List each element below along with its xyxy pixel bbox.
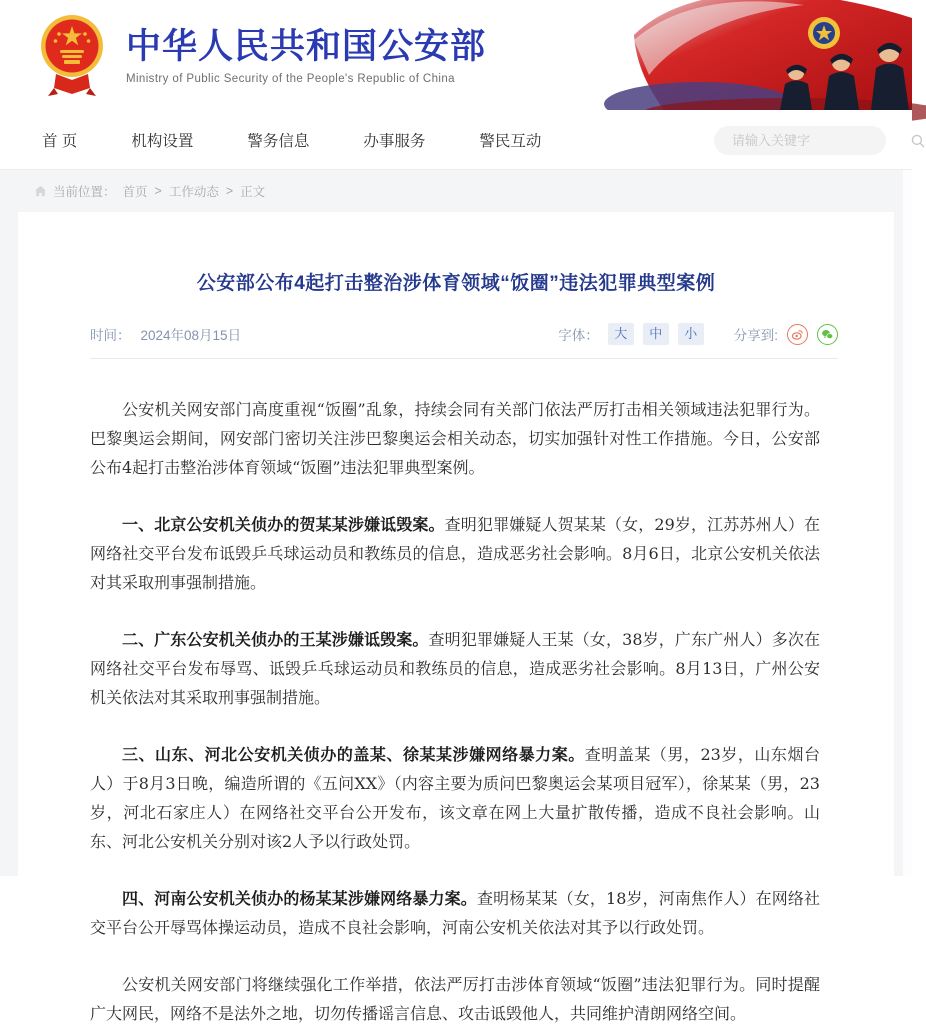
main-content: [0, 212, 912, 1023]
home-icon: [34, 185, 47, 198]
article-title: 公安部公布4起打击整治涉体育领域“饭圈”违法犯罪典型案例: [196, 273, 716, 294]
nav-item-services[interactable]: 办事服务: [363, 132, 426, 150]
nav-item-interaction[interactable]: 警民互动: [479, 132, 542, 150]
scrollbar-track[interactable]: [903, 170, 912, 876]
article-body: [18, 359, 894, 1028]
font-size-medium-button[interactable]: 中: [643, 323, 669, 345]
paragraph-closing: 公安机关网安部门将继续强化工作举措，依法严厉打击涉体育领域“饭圈”违法犯罪行为。同时提醒广大网民，网络不是法外之地，切勿传播谣言信息、攻击诋毁他人，共同维护清朗网络空间。: [90, 975, 820, 1023]
font-label: 字体：: [558, 328, 599, 343]
paragraph-intro: 公安机关网安部门高度重视“饭圈”乱象，持续会同有关部门依法严厉打击相关领域违法犯罪行为。巴黎奥运会期间，网安部门密切关注涉巴黎奥运会相关动态，切实加强针对性工作措施。今日，公安部公布4起打击整治涉体育领域“饭圈”违法犯罪典型案例。: [90, 400, 820, 477]
time-label: 时间：: [90, 328, 131, 343]
nav-item-police-info[interactable]: 警务信息: [247, 132, 310, 150]
breadcrumb-label: 当前位置：: [53, 185, 116, 199]
national-emblem-icon: [36, 12, 108, 100]
site-titles: [126, 27, 486, 85]
breadcrumb-work-news[interactable]: 工作动态: [168, 185, 219, 199]
wechat-share-icon[interactable]: [817, 324, 838, 345]
paragraph-case-1: 一、北京公安机关侦办的贺某某涉嫌诋毁案。查明犯罪嫌疑人贺某某（女，29岁，江苏苏州人）在网络社交平台发布诋毁乒乓球运动员和教练员的信息，造成恶劣社会影响。8月6日，北京公安机关依法对其采取刑事强制措施。: [90, 515, 820, 592]
site-logo[interactable]: [36, 12, 486, 100]
search-input[interactable]: [730, 132, 910, 149]
font-size-large-button[interactable]: 大: [608, 323, 634, 345]
nav-item-org[interactable]: 机构设置: [131, 132, 194, 150]
breadcrumb-separator: >: [225, 184, 234, 198]
nav-item-home[interactable]: 首 页: [42, 132, 78, 150]
publish-date: 2024年08月15日: [140, 328, 242, 343]
site-header: [0, 0, 912, 110]
share-control: [734, 324, 838, 345]
breadcrumb-current: 正文: [240, 185, 266, 199]
paragraph-case-4: 四、河南公安机关侦办的杨某某涉嫌网络暴力案。查明杨某某（女，18岁，河南焦作人）在网络社交平台公开辱骂体操运动员，造成不良社会影响，河南公安机关依法对其予以行政处罚。: [90, 889, 820, 937]
site-title: 中华人民共和国公安部: [126, 26, 487, 66]
search-box[interactable]: [714, 126, 886, 155]
font-size-control: [558, 323, 704, 345]
font-size-small-button[interactable]: 小: [678, 323, 704, 345]
paragraph-case-2: 二、广东公安机关侦办的王某涉嫌诋毁案。查明犯罪嫌疑人王某（女，38岁，广东广州人）多次在网络社交平台发布辱骂、诋毁乒乓球运动员和教练员的信息，造成恶劣社会影响。8月13日，广州公安机关依法对其采取刑事强制措施。: [90, 630, 820, 707]
site-subtitle: Ministry of Public Security of the People's Republic of China: [126, 73, 455, 86]
breadcrumb-home[interactable]: 首页: [122, 185, 148, 199]
article-meta: [90, 323, 838, 359]
police-banner-image: [644, 0, 912, 110]
weibo-share-icon[interactable]: [787, 324, 808, 345]
main-nav: [0, 110, 912, 170]
article-card: [18, 212, 894, 1023]
search-icon[interactable]: [910, 133, 926, 149]
meta-time: [90, 324, 241, 344]
paragraph-case-3: 三、山东、河北公安机关侦办的盖某、徐某某涉嫌网络暴力案。查明盖某（男，23岁，山东烟台人）于8月3日晚，编造所谓的《五问XX》（内容主要为质问巴黎奥运会某项目冠军），徐某某（男，23岁，河北石家庄人）在网络社交平台公开发布，该文章在网上大量扩散传播，造成不良社会影响。山东、河北公安机关分别对该2人予以行政处罚。: [90, 745, 820, 851]
share-label: 分享到:: [733, 328, 778, 343]
breadcrumb-separator: >: [154, 184, 162, 198]
breadcrumb: [0, 170, 912, 212]
